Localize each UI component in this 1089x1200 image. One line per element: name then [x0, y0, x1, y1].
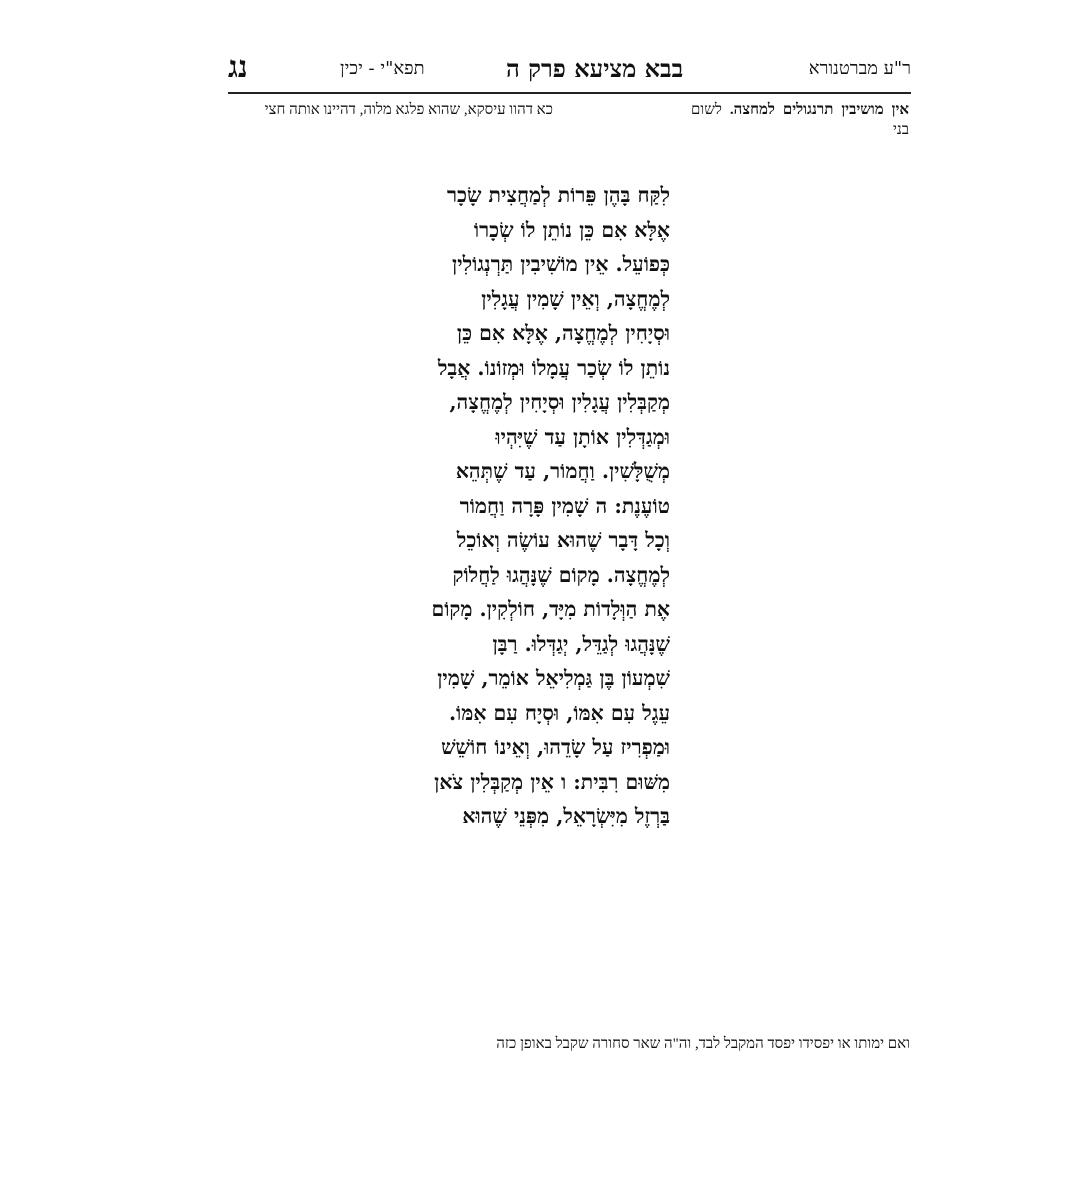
- mishnah-line: וּמְגַדְּלִין אוֹתָן עַד שֶׁיִּהְיוּ: [495, 424, 670, 449]
- mishnah-line: עֵגֶל עִם אִמּוֹ, וּסְיָח עִם אִמּוֹ.: [448, 700, 670, 725]
- mishnah-line: כְּפוֹעֵל. אֵין מוֹשִׁיבִין תַּרְנְגוֹלִין: [452, 252, 670, 276]
- mishnah-line: טוֹעֶנֶת: ה שָׁמִין פָּרָה וַחֲמוֹר: [459, 493, 670, 518]
- mishnah-line: לְמֶחֱצָה. מָקוֹם שֶׁנָּהֲגוּ לַחֲלוֹק: [452, 562, 670, 587]
- mishnah-line: נוֹתֵן לוֹ שְׂכַר עֲמָלוֹ וּמְזוֹנוֹ. אֲבָל: [437, 355, 670, 380]
- page-header: [228, 50, 911, 94]
- tiferet-yisrael-text: כא דהוו עיסקא, שהוא פלגא מלוה, דהיינו אותה חצי: [264, 102, 553, 118]
- chapter-title: בבא מציעא פרק ה: [506, 54, 684, 83]
- mishnah-line: וְכָל דָּבָר שֶׁהוּא עוֹשֶׂה וְאוֹכֵל: [456, 528, 670, 552]
- bartenura-text: לשום בני: [691, 102, 909, 139]
- footer-commentary: [228, 1034, 910, 1126]
- mishnah-line: שִׁמְעוֹן בֶּן גַּמְלִיאֵל אוֹמֵר, שָׁמִין: [437, 666, 670, 690]
- mishnah-line: שֶׁנָּהֲגוּ לְגַדֵּל, יְגַדְּלוּ. רַבָּן: [492, 631, 670, 656]
- bartenura-lemma: אין מושיבין תרנגולים למחצה.: [729, 102, 910, 118]
- tiferet-yisrael-commentary: [228, 100, 553, 756]
- mishnah-line: מְקַבְּלִין עֲגָלִין וּסְיָחִין לְמֶחֱצָה,: [449, 390, 670, 414]
- mishnah-line: מְשֻׁלָּשִׁין. וַחֲמוֹר, עַד שֶׁתְּהֵא: [455, 459, 670, 483]
- tiferet-yisrael-label: תפא"י - יכין: [340, 58, 425, 79]
- mishnah-line: וּסְיָחִין לְמֶחֱצָה, אֶלָּא אִם כֵּן: [456, 321, 670, 345]
- bartenura-commentary: [691, 100, 909, 756]
- header-rule: [228, 92, 911, 94]
- mishnah-line: לִקַּח בָּהֶן פֵּרוֹת לְמַחֲצִית שָׂכָר: [446, 183, 670, 207]
- footer-text: ואם ימותו או יפסידו יפסד המקבל לבד, וה"ה שאר סחורה שקבל באופן כזה: [496, 1036, 910, 1052]
- bartenura-label: ר"ע מברטנורא: [808, 58, 911, 79]
- mishnah-line: מִשּׁוּם רִבִּית: ו אֵין מְקַבְּלִין צֹאן: [434, 769, 670, 794]
- mishnah-line: אֶלָּא אִם כֵּן נוֹתֵן לוֹ שְׂכָרוֹ: [473, 217, 670, 242]
- mishnah-line: וּמַפְרִיז עַל שָׂדֵהוּ, וְאֵינוֹ חוֹשֵׁשׁ: [441, 735, 670, 759]
- mishnah-line: אֶת הַוְּלָדוֹת מִיָּד, חוֹלְקִין. מָקוֹם: [431, 597, 670, 621]
- mishnah-line: לְמֶחֱצָה, וְאֵין שָׁמִין עֲגָלִין: [481, 286, 670, 311]
- page-number: נג: [228, 50, 248, 85]
- mishnah-line: בַּרְזֶל מִיִּשְׂרָאֵל, מִפְּנֵי שֶׁהוּא: [462, 804, 670, 828]
